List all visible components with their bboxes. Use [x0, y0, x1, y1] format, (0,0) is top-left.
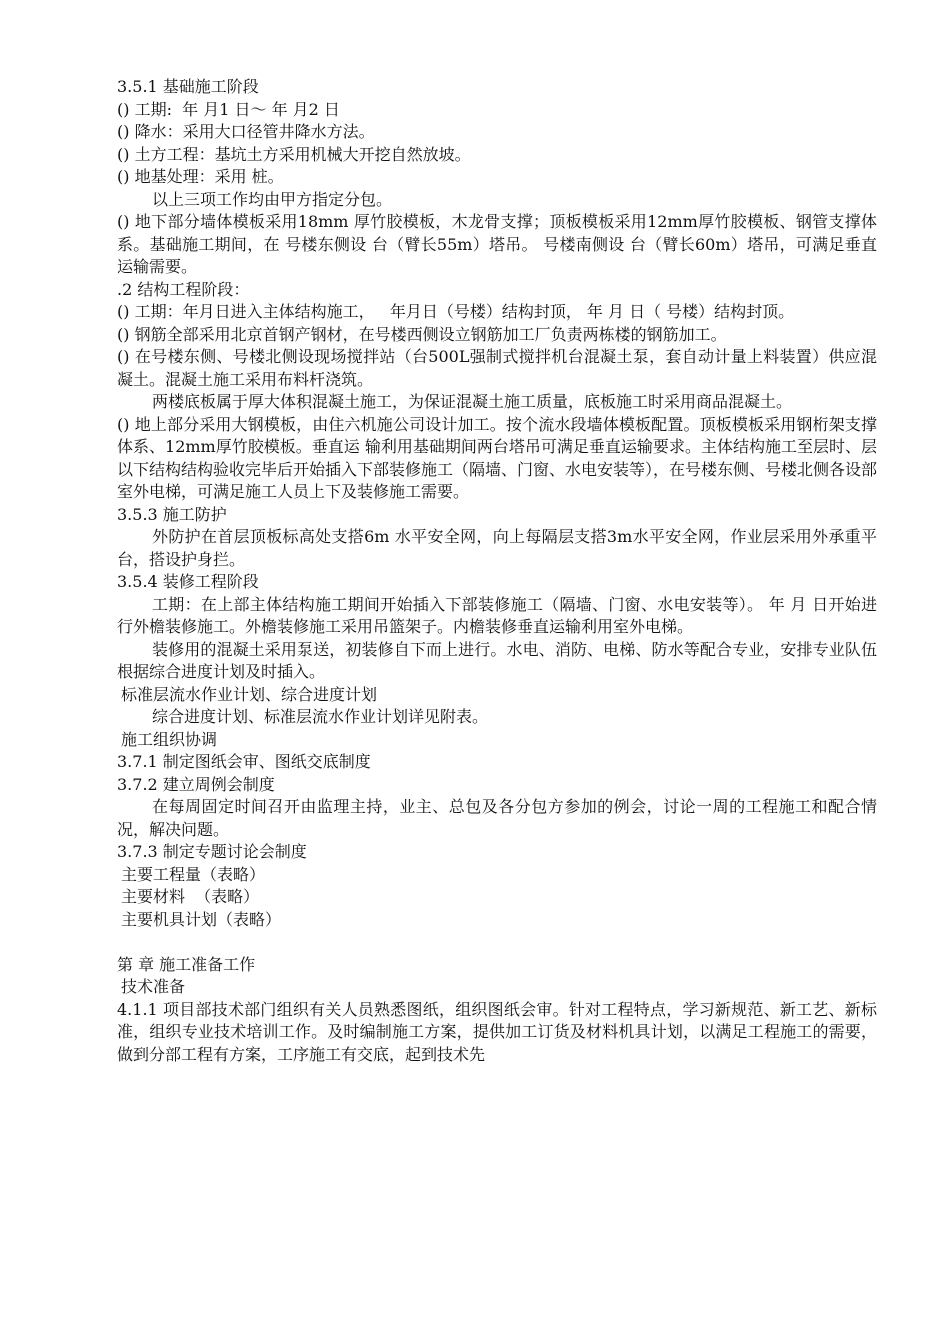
paragraph-finishing-schedule: 工期：在上部主体结构施工期间开始插入下部装修施工（隔墙、门窗、水电安装等）。 年 月 日开始进行外檐装修施工。外檐装修施工采用吊篮架子。内檐装修垂直运输利用室外电梯。 [117, 594, 877, 636]
section-heading-3-7-3: 3.7.3 制定专题讨论会制度 [117, 842, 307, 861]
paragraph-rebar: () 钢筋全部采用北京首钢产钢材，在号楼西侧设立钢筋加工厂负责两栋楼的钢筋加工。 [117, 324, 727, 344]
paragraph-mass-concrete: 两楼底板属于厚大体积混凝土施工，为保证混凝土施工质量，底板施工时采用商品混凝土。 [152, 392, 793, 411]
section-heading-3-5-4: 3.5.4 装修工程阶段 [117, 572, 259, 591]
blank-line [117, 931, 877, 954]
section-heading-3-7-1: 3.7.1 制定图纸会审、图纸交底制度 [117, 752, 371, 771]
paragraph-above-ground: () 地上部分采用大钢模板，由住六机施公司设计加工。按个流水段墙体模板配置。顶板模板采用钢桁架支撑体系、12mm厚竹胶模板。垂直运 输利用基础期间两台塔吊可满足垂直运输要求。主体结构施工至层时、层以下结构结构验收完毕后开始插入下部装修施工（隔墙、门窗、水电安装等），在号楼东侧、号楼北侧各设部室外电梯，可满足施工人员上下及装修施工需要。 [117, 414, 878, 501]
paragraph-dewatering: () 降水：采用大口径管井降水方法。 [117, 122, 375, 141]
paragraph-subcontract: 以上三项工作均由甲方指定分包。 [152, 189, 393, 209]
paragraph-earthwork: () 土方工程：基坑土方采用机械大开挖自然放坡。 [117, 144, 471, 164]
heading-quantities: 主要工程量（表略） [121, 864, 266, 884]
heading-equipment: 主要机具计划（表略） [121, 909, 282, 929]
paragraph-schedule: () 工期: 年 月1 日～ 年 月2 日 [117, 99, 340, 119]
paragraph-protection: 外防护在首层顶板标高处支搭6m 水平安全网，向上每隔层支搭3m水平安全网，作业层采用外承重平台，搭设护身拦。 [117, 527, 877, 569]
section-heading-technical-prep: 技术准备 [121, 977, 186, 996]
paragraph-mixing-station: () 在号楼东侧、号楼北侧设现场搅拌站（台500L强制式搅拌机台混凝土泵，套自动计量上料装置）供应混凝土。混凝土施工采用布料杆浇筑。 [117, 347, 877, 389]
section-heading-3-7-2: 3.7.2 建立周例会制度 [117, 774, 275, 794]
section-heading-structure: .2 结构工程阶段： [117, 279, 250, 299]
paragraph-structure-schedule: () 工期：年月日进入主体结构施工， 年月日（号楼）结构封顶， 年 月 日（ 号楼）结构封顶。 [117, 302, 795, 321]
document-page [117, 76, 877, 1066]
paragraph-4-1-1: 4.1.1 项目部技术部门组织有关人员熟悉图纸，组织图纸会审。针对工程特点，学习新规范、新工艺、新标准，组织专业技术培训工作。及时编制施工方案，提供加工订货及材料机具计划，以满足工程施工的需要，做到分部工程有方案，工序施工有交底，起到技术先 [117, 999, 877, 1064]
paragraph-finishing-concrete: 装修用的混凝土采用泵送，初装修自下而上进行。水电、消防、电梯、防水等配合专业，安排专业队伍根据综合进度计划及时插入。 [117, 639, 877, 681]
heading-materials: 主要材料 （表略） [121, 887, 260, 906]
paragraph-flow-plan: 综合进度计划、标准层流水作业计划详见附表。 [152, 707, 489, 726]
paragraph-foundation: () 地基处理：采用 桩。 [117, 167, 284, 186]
section-heading-flow-plan: 标准层流水作业计划、综合进度计划 [121, 684, 378, 704]
chapter-heading-preparation: 第 章 施工准备工作 [117, 954, 256, 974]
section-heading-3-5-3: 3.5.3 施工防护 [117, 504, 227, 524]
section-heading-coordination: 施工组织协调 [121, 729, 218, 749]
section-heading-3-5-1: 3.5.1 基础施工阶段 [117, 77, 259, 96]
paragraph-weekly-meeting: 在每周固定时间召开由监理主持，业主、总包及各分包方参加的例会，讨论一周的工程施工和配合情况，解决问题。 [117, 797, 877, 839]
paragraph-formwork: () 地下部分墙体模板采用18mm 厚竹胶模板，木龙骨支撑；顶板模板采用12mm厚竹胶模板、钢管支撑体系。基础施工期间，在 号楼东侧设 台（臂长55m）塔吊。 号楼南侧设 台（臂长60m）塔吊，可满足垂直运输需要。 [117, 212, 877, 276]
